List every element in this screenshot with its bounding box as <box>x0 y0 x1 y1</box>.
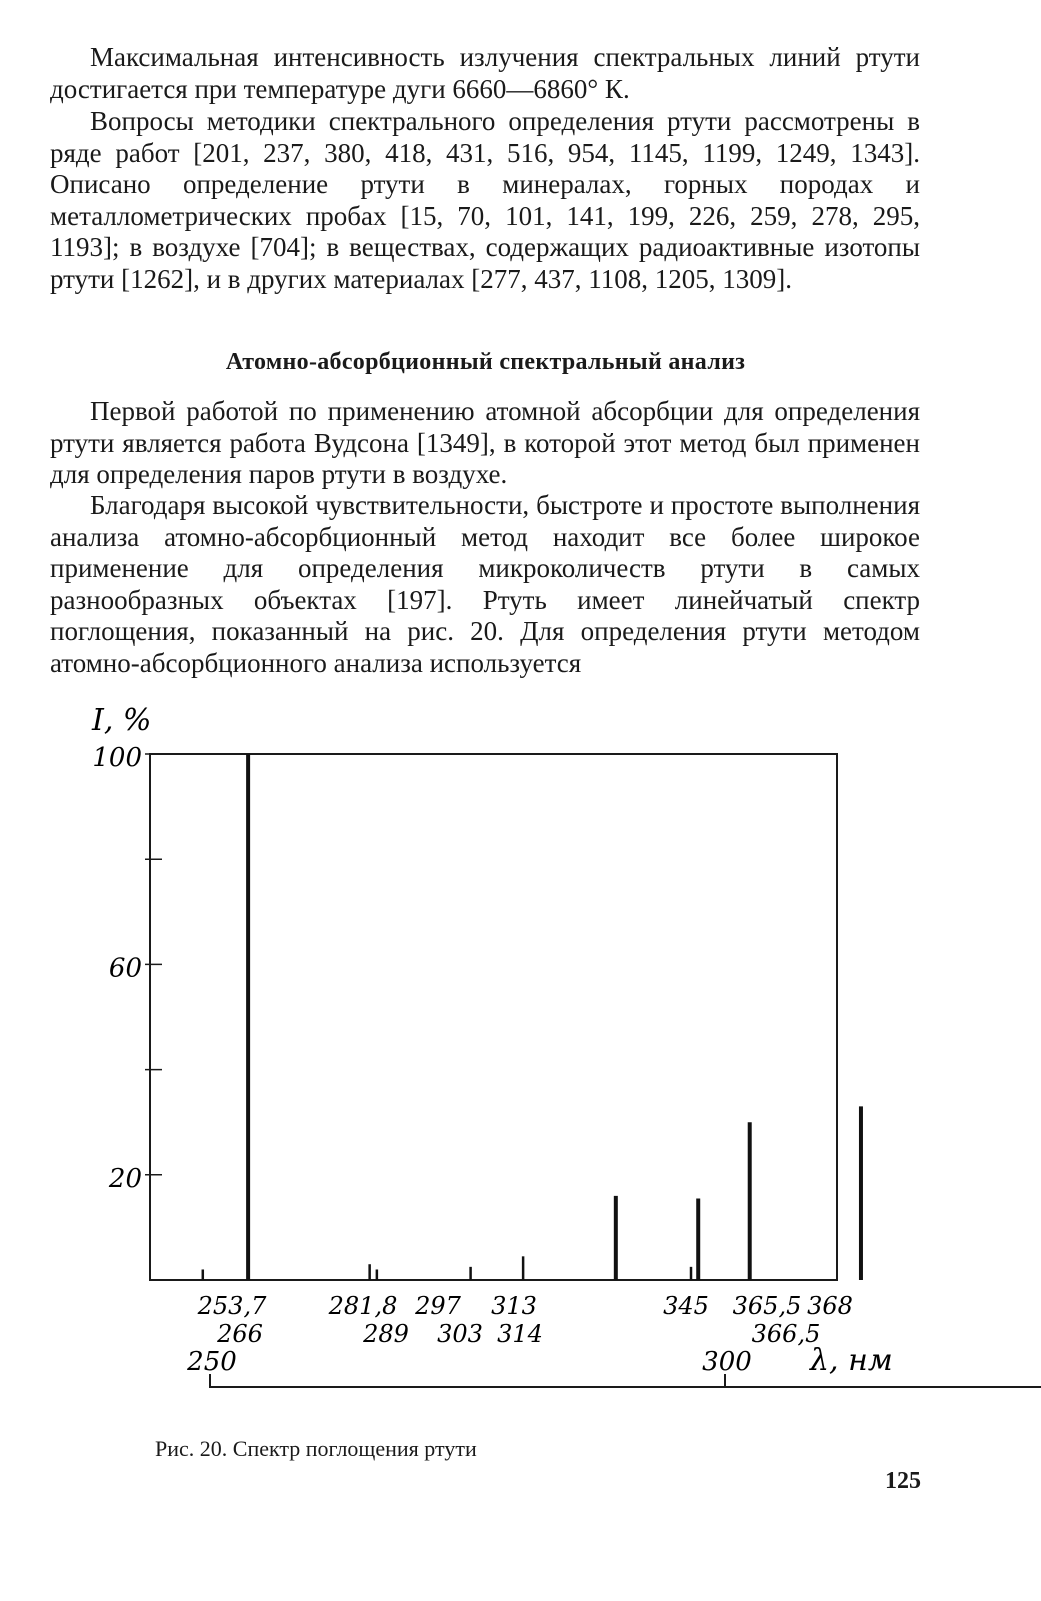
wavelength-labels <box>197 1292 853 1348</box>
wavelength-label: 368 <box>807 1292 853 1320</box>
wavelength-label: 281,8 <box>328 1292 398 1320</box>
wavelength-label: 313 <box>491 1292 537 1320</box>
y-axis <box>91 703 162 1194</box>
paragraph-2: Вопросы методики спектрального определения ртути рассмотрены в ряде работ [201, 237, 380, 418, 431, 516, 954, 1145, 1199, 1249, 1343]. Описано определение ртути в минералах, горных породах и металлометрических пробах [15, 70, 101, 141, 199, 226, 259, 278, 295, 1193]; в воздухе [704]; в веществах, содержащих радиоактивные изотопы ртути [1262], и в других материалах [277, 437, 1108, 1205, 1309]. <box>50 106 920 294</box>
wavelength-scale <box>186 1343 1041 1388</box>
y-tick-label: 60 <box>108 953 142 984</box>
scale-tick-label: 250 <box>187 1347 237 1377</box>
page-number: 125 <box>885 1468 921 1494</box>
absorption-spectrum-figure <box>0 690 1041 1430</box>
wavelength-label: 303 <box>437 1320 483 1348</box>
y-tick-label: 20 <box>108 1163 142 1194</box>
plot-frame <box>150 754 837 1280</box>
paragraph-4: Благодаря высокой чувствительности, быстроте и простоте выполнения анализа атомно-абсорбционный метод находит все более широкое применение для определения микроколичеств ртути в самых разнообразных объектах [197]. Ртуть имеет линейчатый спектр поглощения, показанный на рис. 20. Для определения ртути методом атомно-абсорбционного анализа используется <box>50 490 920 678</box>
wavelength-label: 345 <box>663 1292 709 1320</box>
section-heading: Атомно-абсорбционный спектральный анализ <box>225 349 746 375</box>
scale-tick-label: 300 <box>702 1347 752 1377</box>
wavelength-label: 266 <box>217 1320 263 1348</box>
x-axis-label: λ, нм <box>810 1343 893 1378</box>
figure-caption: Рис. 20. Спектр поглощения ртути <box>155 1436 477 1461</box>
spectral-lines <box>203 754 1041 1280</box>
wavelength-label: 365,5 <box>732 1292 802 1320</box>
y-tick-label: 100 <box>92 743 142 773</box>
plot-border <box>150 754 837 1280</box>
wavelength-label: 253,7 <box>197 1292 267 1320</box>
y-axis-label: I, % <box>92 703 152 738</box>
paragraph-3: Первой работой по применению атомной абсорбции для определения ртути является работа Вудсона [1349], в которой этот метод был применен для определения паров ртути в воздухе. <box>50 396 920 489</box>
wavelength-label: 314 <box>497 1320 543 1348</box>
paragraph-1: Максимальная интенсивность излучения спектральных линий ртути достигается при температуре дуги 6660—6860° К. <box>50 42 920 104</box>
wavelength-label: 289 <box>363 1320 409 1348</box>
wavelength-label: 297 <box>415 1292 461 1320</box>
wavelength-label: 366,5 <box>751 1320 821 1348</box>
